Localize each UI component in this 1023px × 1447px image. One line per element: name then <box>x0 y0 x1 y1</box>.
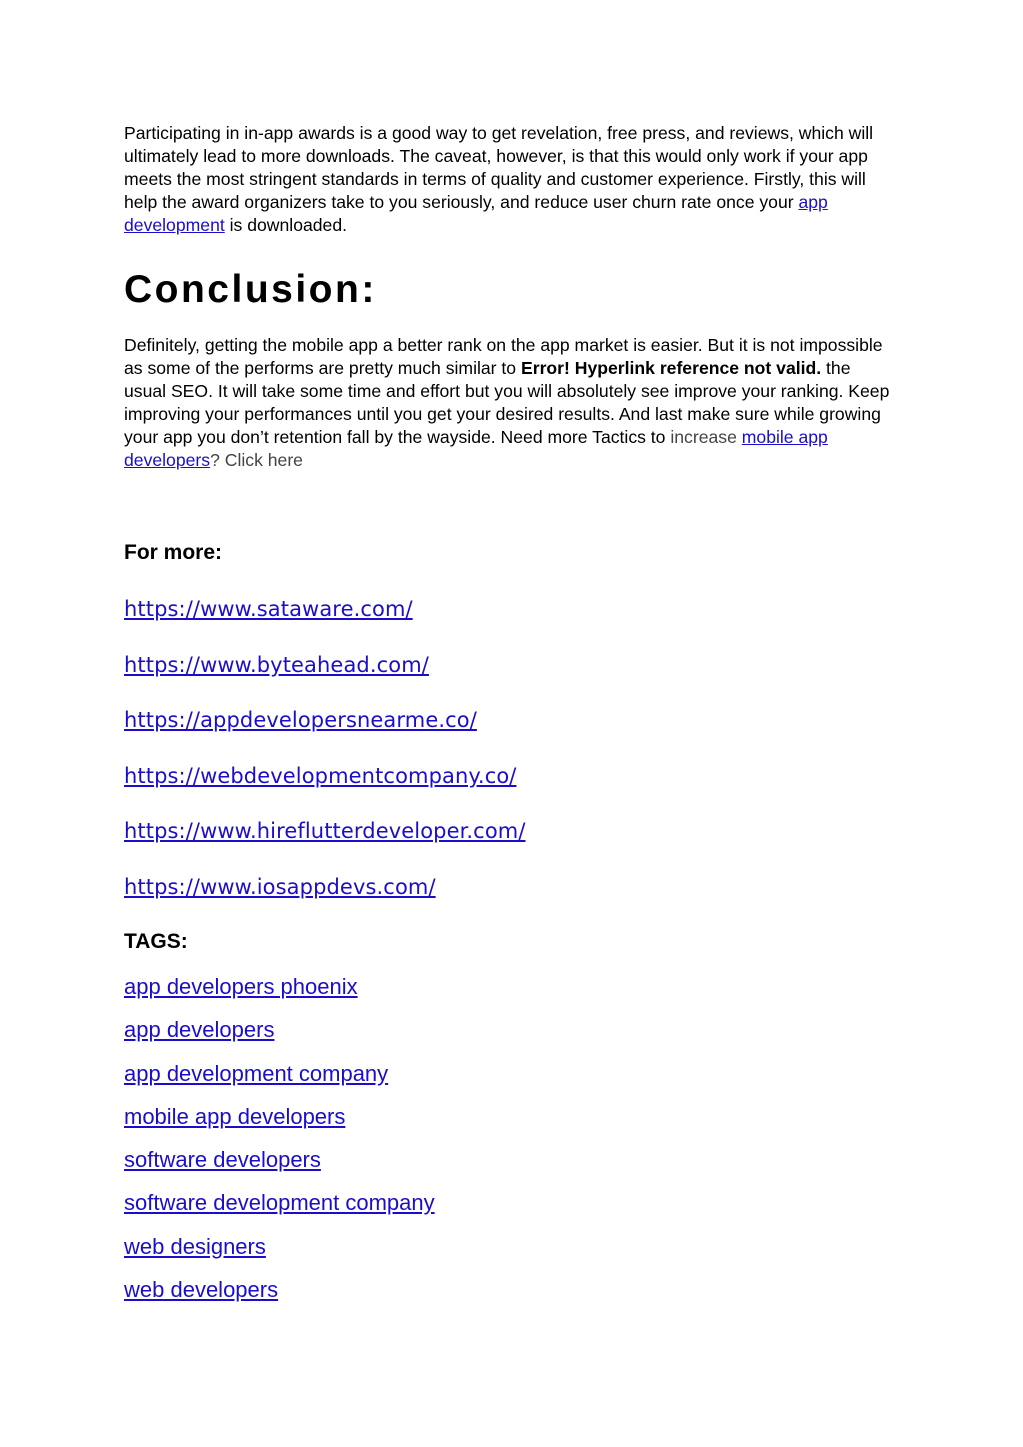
list-item <box>124 816 526 872</box>
list-item <box>124 1103 435 1146</box>
list-item <box>124 705 526 761</box>
conclusion-text-2: the usual SEO. It will take some time and effort but you will absolutely see improve your ranking. Keep improving your performances until you get your desired results. And last make sure while growing your app you don’t retention fall by the wayside. Need more Tactics to <box>124 358 890 447</box>
list-item <box>124 973 435 1016</box>
intro-text-after: is downloaded. <box>224 215 348 235</box>
tag-link[interactable]: web developers <box>124 1277 279 1303</box>
tag-link[interactable]: software development company <box>124 1190 435 1216</box>
url-link-hireflutterdeveloper[interactable]: https://www.hireflutterdeveloper.com/ <box>124 819 526 844</box>
list-item <box>124 594 526 650</box>
tag-link[interactable]: app developers phoenix <box>124 974 358 999</box>
list-item <box>124 650 526 706</box>
for-more-heading: For more: <box>124 541 223 564</box>
url-link-byteahead[interactable]: https://www.byteahead.com/ <box>124 652 429 677</box>
tag-link[interactable]: web designers <box>124 1233 266 1259</box>
url-link-sataware[interactable]: https://www.sataware.com/ <box>124 597 413 621</box>
tag-link[interactable]: app developers <box>124 1017 275 1043</box>
list-item <box>124 1189 435 1232</box>
intro-text-before: Participating in in-app awards is a good way to get revelation, free press, and reviews, which will ultimately lead to more downloads. The caveat, however, is that this would only work if your app meets the most stringent standards in terms of quality and customer experience. Firstly, this will help the award organizers take to you seriously, and reduce user churn rate once your <box>124 123 874 212</box>
list-item <box>124 872 526 928</box>
conclusion-heading: Conclusion: <box>124 268 377 311</box>
list-item <box>124 1016 435 1059</box>
list-item <box>124 1276 435 1319</box>
tag-link[interactable]: mobile app developers <box>124 1103 346 1129</box>
tags-heading: TAGS: <box>124 930 188 953</box>
intro-paragraph <box>124 122 894 237</box>
tag-link[interactable]: software developers <box>124 1147 321 1173</box>
document-page <box>124 122 894 1303</box>
app-development-link[interactable]: app development <box>124 192 828 235</box>
conclusion-paragraph <box>124 334 894 472</box>
url-link-appdevelopersnearme[interactable]: https://appdevelopersnearme.co/ <box>124 708 477 733</box>
conclusion-text-1: Definitely, getting the mobile app a better rank on the app market is easier. But it is not impossible as some of the performs are pretty much similar to <box>124 335 883 378</box>
list-item <box>124 761 526 817</box>
increase-text: increase <box>670 427 737 447</box>
mobile-app-developers-link[interactable]: mobile app developers <box>124 427 828 470</box>
list-item <box>124 1060 435 1103</box>
tag-link[interactable]: app development company <box>124 1060 389 1086</box>
url-link-iosappdevs[interactable]: https://www.iosappdevs.com/ <box>124 874 436 899</box>
tag-list <box>124 973 435 1319</box>
list-item <box>124 1146 435 1189</box>
url-link-webdevelopmentcompany[interactable]: https://webdevelopmentcompany.co/ <box>124 763 517 788</box>
click-here-text: ? Click here <box>210 450 303 470</box>
list-item <box>124 1233 435 1276</box>
error-hyperlink-text: Error! Hyperlink reference not valid. <box>520 358 822 378</box>
url-list <box>124 594 526 928</box>
